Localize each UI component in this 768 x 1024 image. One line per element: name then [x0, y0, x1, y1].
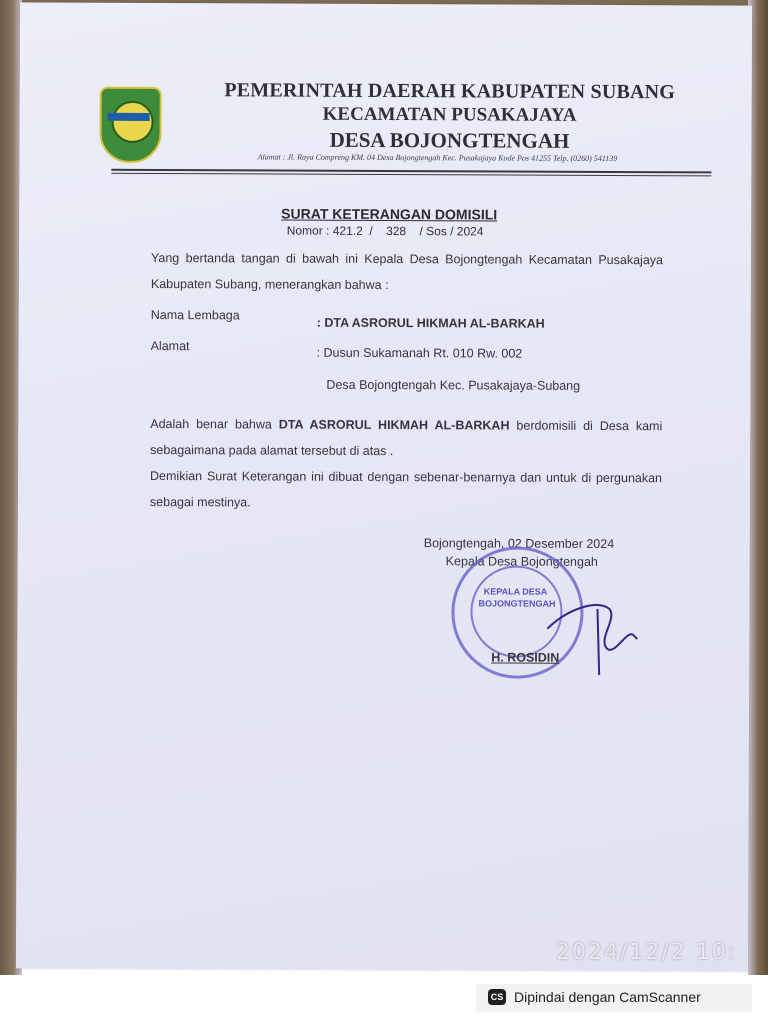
stamp-line-1: KEPALA DESA [483, 586, 548, 597]
signature-position: Kepala Desa Bojongtengah [445, 554, 598, 569]
subang-logo-icon [99, 87, 161, 163]
institution-value: : DTA ASRORUL HIKMAH AL-BARKAH [316, 315, 545, 331]
document-number: Nomor : 421.2 / 328 / Sos / 2024 [286, 223, 484, 239]
camscanner-icon: CS [488, 989, 506, 1005]
stamp-line-2: BOJONGTENGAH [478, 598, 556, 609]
address-value-line-1: : Dusun Sukamanah Rt. 010 Rw. 002 [316, 345, 523, 361]
statement-pre: Adalah benar bahwa [150, 416, 279, 432]
document-title: SURAT KETERANGAN DOMISILI [281, 205, 498, 223]
letterhead-line-3: DESA BOJONGTENGAH [329, 127, 570, 153]
opening-paragraph: Yang bertanda tangan di bawah ini Kepala Desa Bojongtengah Kecamatan Pusakajaya Kabupaten Subang, menerangkan bahwa : [150, 250, 664, 293]
photo-timestamp: 2024/12/2 10: [556, 940, 738, 965]
closing-paragraph: Demikian Surat Keterangan ini dibuat dengan sebenar-benarnya dan untuk di pergunakan sebagai mestinya. [149, 468, 663, 510]
letterhead-line-1: PEMERINTAH DAERAH KABUPATEN SUBANG [224, 79, 676, 104]
letter-paper [16, 2, 752, 971]
camscanner-label: Dipindai dengan CamScanner [514, 989, 701, 1005]
address-label: Alamat [150, 338, 190, 354]
logo-band [108, 113, 150, 121]
address-value-line-2: Desa Bojongtengah Kec. Pusakajaya-Subang [326, 377, 581, 393]
signature-place-date: Bojongtengah, 02 Desember 2024 [423, 536, 615, 552]
signatory-name: H. ROSIDIN [491, 650, 560, 665]
statement-post: berdomisili di Desa kami sebagaimana pada alamat tersebut di atas . [150, 418, 663, 459]
letterhead-address: Alamat : Jl. Raya Compreng KM. 04 Desa Bojongtengah Kec. Pusakajaya Kode Pos 41255 Telp. (0260) 541139 [257, 152, 618, 164]
statement-paragraph [150, 411, 662, 465]
camscanner-watermark [476, 984, 752, 1012]
letterhead-line-2: KECAMATAN PUSAKAJAYA [322, 103, 577, 126]
statement-institution: DTA ASRORUL HIKMAH AL-BARKAH [278, 417, 510, 433]
letterhead-rule-thin [111, 173, 711, 177]
logo-emblem [111, 101, 153, 143]
institution-label: Nama Lembaga [150, 307, 240, 323]
